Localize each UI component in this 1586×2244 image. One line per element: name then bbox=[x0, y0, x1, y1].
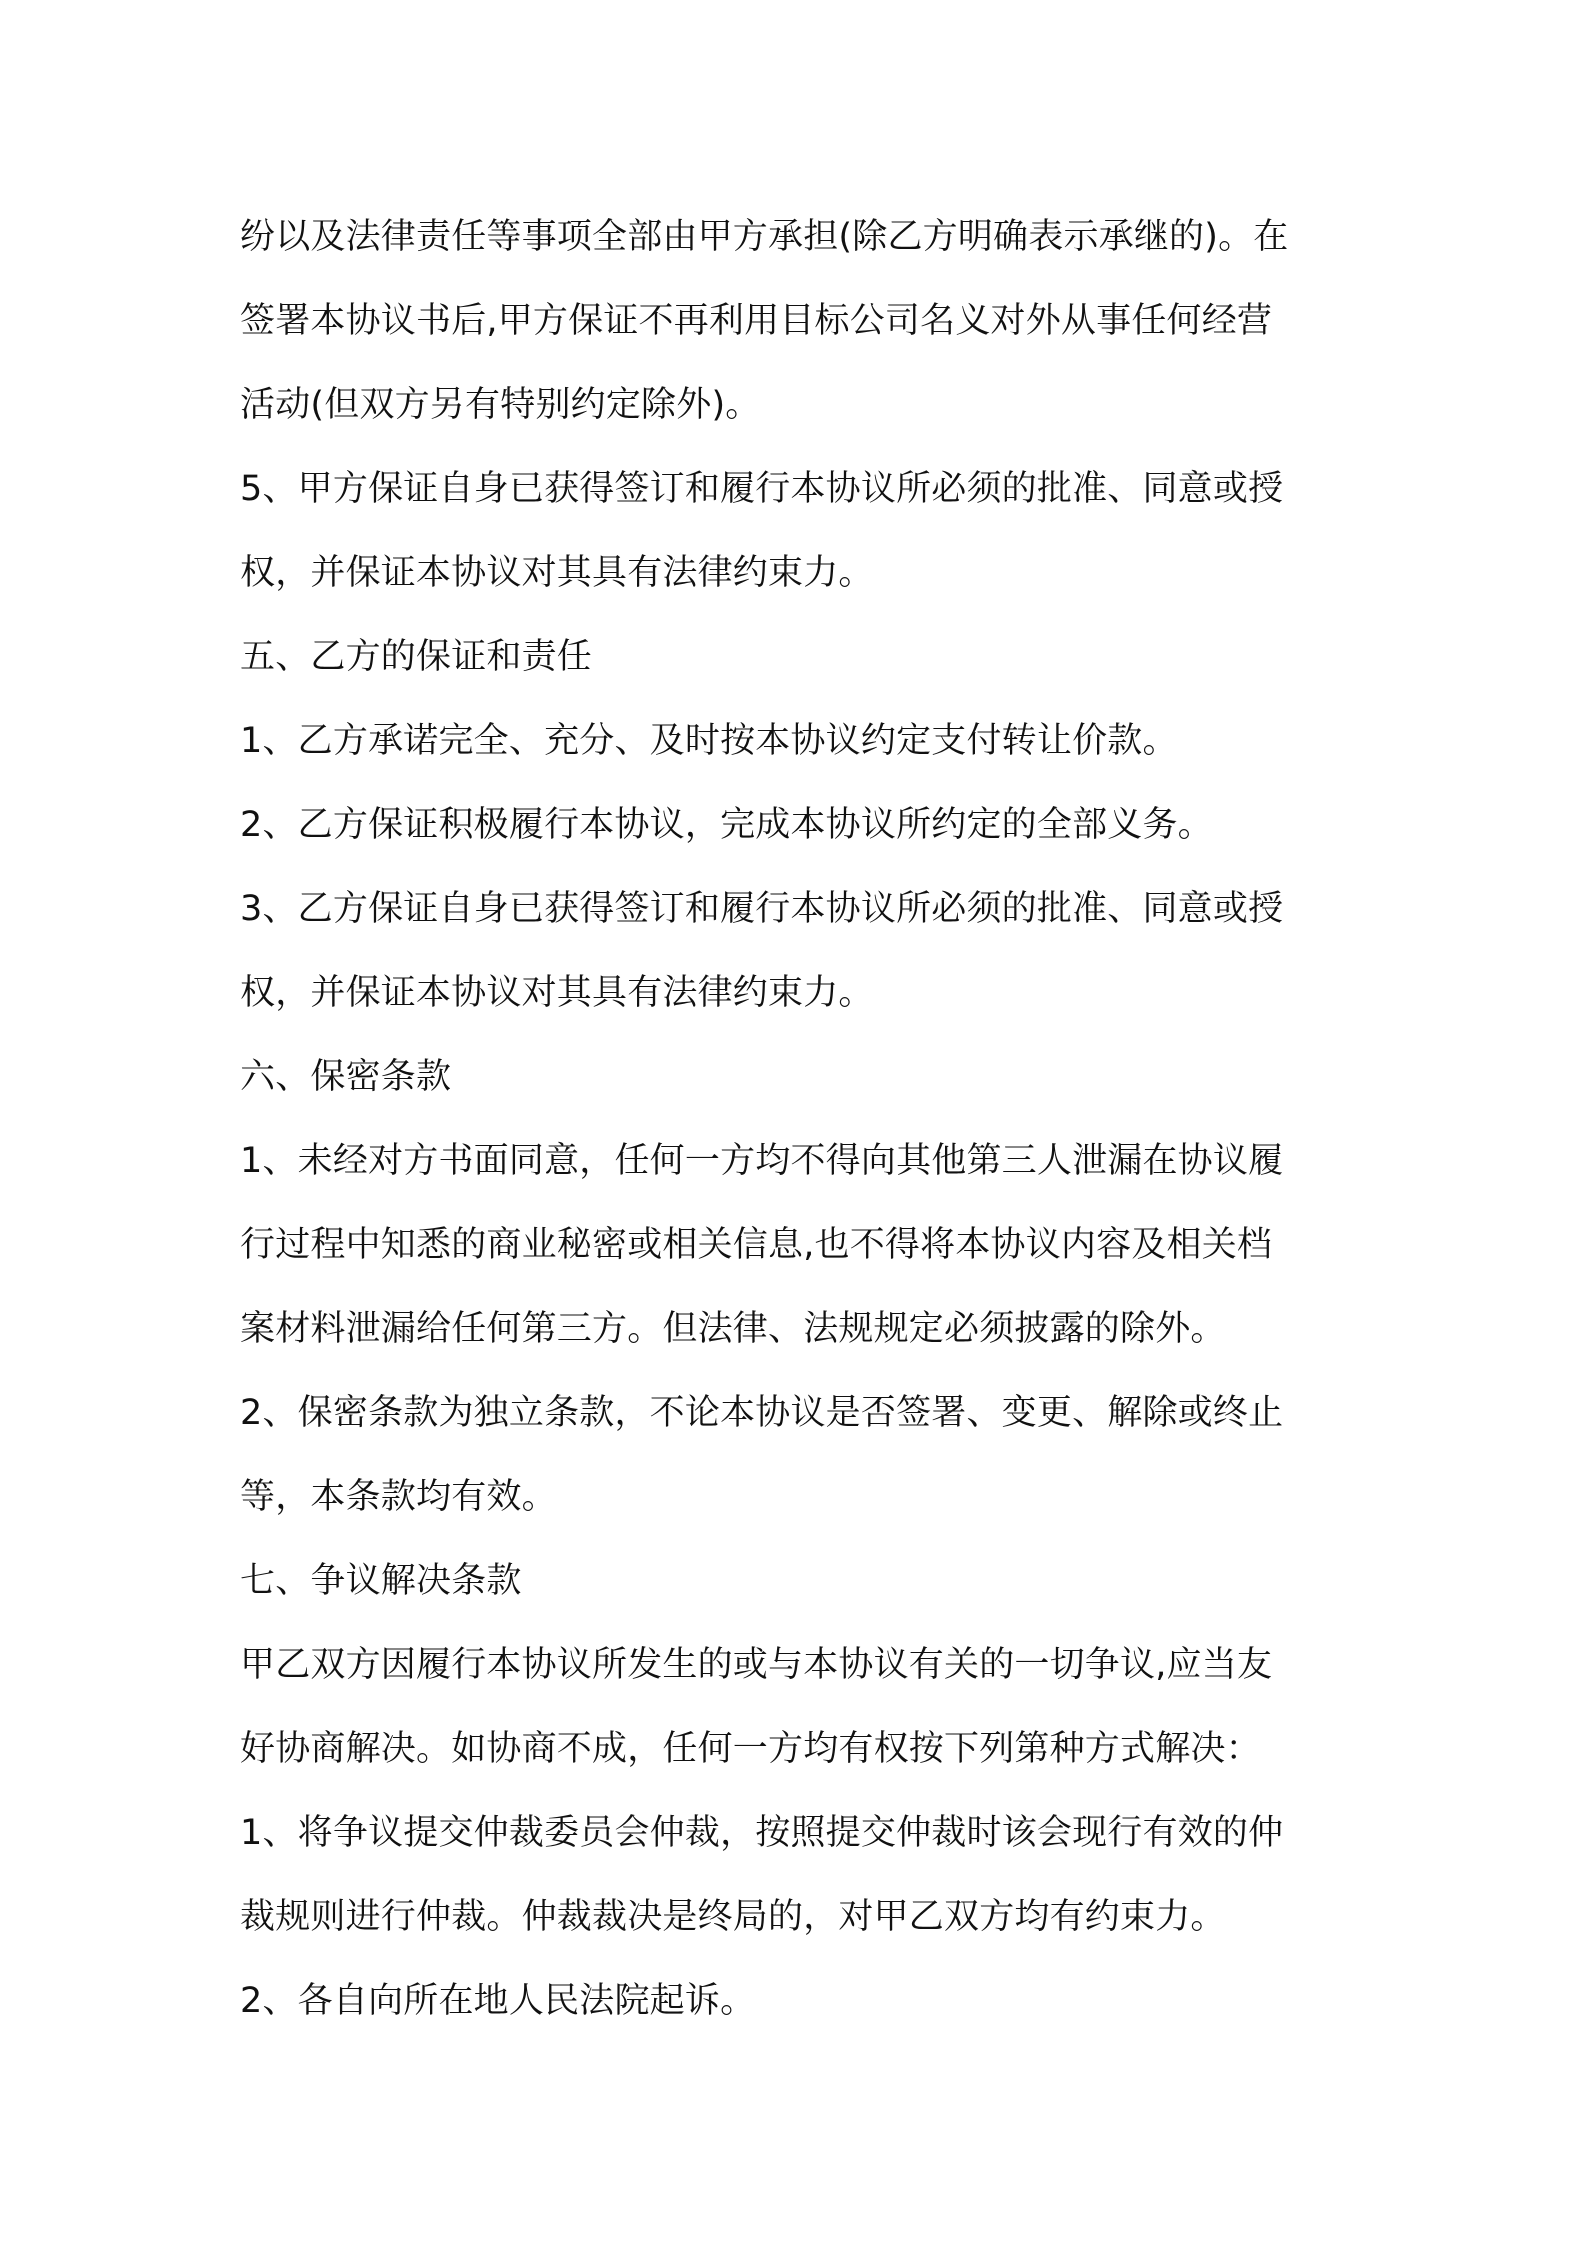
text-line: 行过程中知悉的商业秘密或相关信息,也不得将本协议内容及相关档 bbox=[240, 1225, 1273, 1265]
document-body bbox=[240, 195, 1360, 2043]
text-line: 2、保密条款为独立条款，不论本协议是否签署、变更、解除或终止 bbox=[240, 1393, 1284, 1433]
text-line: 5、甲方保证自身已获得签订和履行本协议所必须的批准、同意或授 bbox=[240, 469, 1284, 509]
text-line: 活动(但双方另有特别约定除外)。 bbox=[240, 385, 761, 425]
text-line: 好协商解决。如协商不成，任何一方均有权按下列第种方式解决： bbox=[240, 1729, 1261, 1769]
text-line: 案材料泄漏给任何第三方。但法律、法规规定必须披露的除外。 bbox=[240, 1309, 1226, 1349]
text-line: 2、乙方保证积极履行本协议，完成本协议所约定的全部义务。 bbox=[240, 805, 1213, 845]
text-line: 权，并保证本协议对其具有法律约束力。 bbox=[240, 973, 874, 1013]
text-line: 1、将争议提交仲裁委员会仲裁，按照提交仲裁时该会现行有效的仲 bbox=[240, 1813, 1284, 1853]
section-heading: 六、保密条款 bbox=[240, 1057, 452, 1097]
text-line: 甲乙双方因履行本协议所发生的或与本协议有关的一切争议,应当友 bbox=[240, 1645, 1273, 1685]
text-line: 1、乙方承诺完全、充分、及时按本协议约定支付转让价款。 bbox=[240, 721, 1178, 761]
text-line: 权，并保证本协议对其具有法律约束力。 bbox=[240, 553, 874, 593]
text-line: 等，本条款均有效。 bbox=[240, 1477, 557, 1517]
section-heading: 七、争议解决条款 bbox=[240, 1561, 522, 1601]
text-line: 3、乙方保证自身已获得签订和履行本协议所必须的批准、同意或授 bbox=[240, 889, 1284, 929]
section-heading: 五、乙方的保证和责任 bbox=[240, 637, 593, 677]
text-line: 2、各自向所在地人民法院起诉。 bbox=[240, 1981, 756, 2021]
text-line: 1、未经对方书面同意，任何一方均不得向其他第三人泄漏在协议履 bbox=[240, 1141, 1284, 1181]
text-line: 裁规则进行仲裁。仲裁裁决是终局的，对甲乙双方均有约束力。 bbox=[240, 1897, 1226, 1937]
text-line: 签署本协议书后,甲方保证不再利用目标公司名义对外从事任何经营 bbox=[240, 301, 1273, 341]
text-line: 纷以及法律责任等事项全部由甲方承担(除乙方明确表示承继的)。在 bbox=[240, 217, 1289, 257]
